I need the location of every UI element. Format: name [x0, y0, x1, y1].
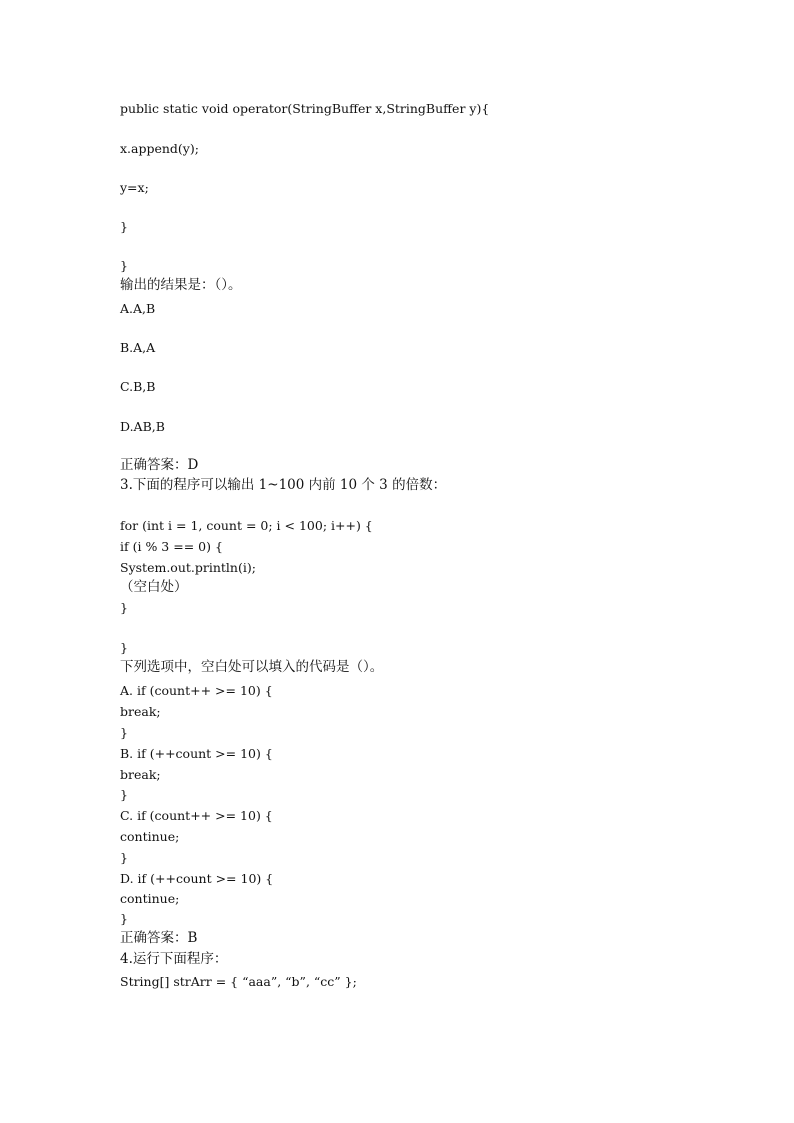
option-a-line: break;: [120, 704, 161, 719]
option-d: D.AB,B: [120, 419, 165, 434]
code-line: x.append(y);: [120, 141, 199, 156]
code-line: }: [120, 258, 128, 273]
question-prompt: 下列选项中，空白处可以填入的代码是（）。: [120, 659, 384, 675]
question-heading: 4.运行下面程序：: [120, 951, 228, 967]
code-line: for (int i = 1, count = 0; i < 100; i++) {: [120, 518, 373, 533]
option-c: C.B,B: [120, 379, 156, 394]
option-a: A.A,B: [120, 301, 156, 316]
option-c-line: continue;: [120, 829, 180, 844]
blank-placeholder: （空白处）: [120, 579, 188, 595]
question-heading: 3.下面的程序可以输出 1~100 内前 10 个 3 的倍数：: [120, 477, 447, 493]
option-d: D. if (++count >= 10) {: [120, 871, 274, 886]
code-line: }: [120, 600, 128, 615]
code-line: System.out.println(i);: [120, 560, 256, 575]
correct-answer: 正确答案：D: [120, 457, 199, 473]
code-line: }: [120, 640, 128, 655]
option-a: A. if (count++ >= 10) {: [120, 683, 273, 698]
code-line: public static void operator(StringBuffer x,StringBuffer y){: [120, 101, 490, 116]
question-prompt: 输出的结果是：（）。: [120, 277, 242, 293]
option-d-line: }: [120, 911, 128, 926]
option-b-line: break;: [120, 767, 161, 782]
code-line: String[] strArr = { “aaa”, “b”, “cc” };: [120, 974, 357, 989]
option-c-line: }: [120, 850, 128, 865]
option-b: B.A,A: [120, 340, 156, 355]
option-a-line: }: [120, 725, 128, 740]
correct-answer: 正确答案：B: [120, 930, 198, 946]
option-d-line: continue;: [120, 891, 180, 906]
code-line: y=x;: [120, 180, 149, 195]
option-b-line: }: [120, 787, 128, 802]
option-c: C. if (count++ >= 10) {: [120, 808, 273, 823]
code-line: }: [120, 219, 128, 234]
code-line: if (i % 3 == 0) {: [120, 539, 223, 554]
option-b: B. if (++count >= 10) {: [120, 746, 273, 761]
